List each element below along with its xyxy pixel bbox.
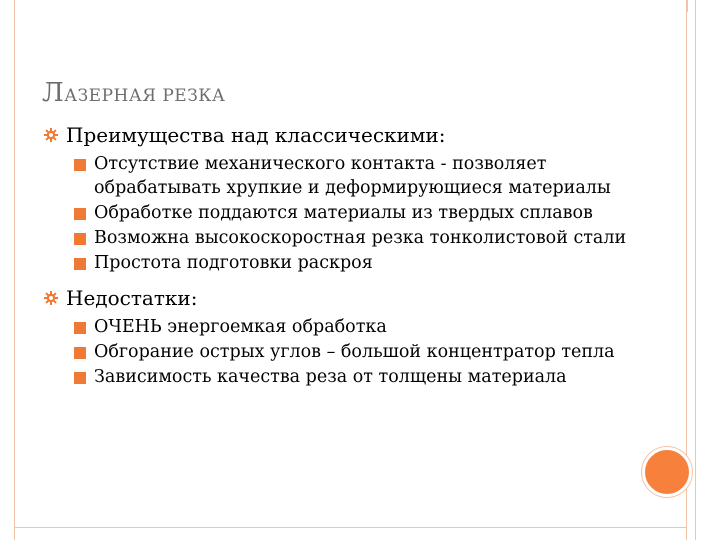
slide-title [42,78,225,108]
gear-bullet-icon [44,128,58,142]
list-item [94,251,634,275]
disadvantages-list [44,315,654,389]
slide-content [44,122,654,391]
square-bullet-icon [74,159,86,171]
title-rest: АЗЕРНАЯ РЕЗКА [64,86,226,106]
section-heading-text: Недостатки: [66,286,198,310]
list-item-text: Простота подготовки раскроя [94,253,373,273]
list-item-text: Отсутствие механического контакта - позволяет обрабатывать хрупкие и деформирующиеся материалы [94,154,611,198]
advantages-list [44,152,654,275]
list-item [94,315,634,339]
frame-left-line [14,0,15,540]
list-item [94,201,634,225]
section-heading-advantages [44,122,654,148]
list-item [94,340,634,364]
list-item-text: Обработке поддаются материалы из твердых сплавов [94,203,593,223]
decorative-circle [642,447,692,497]
square-bullet-icon [74,208,86,220]
list-item-text: Зависимость качества реза от толщены материала [94,367,567,387]
square-bullet-icon [74,347,86,359]
square-bullet-icon [74,233,86,245]
square-bullet-icon [74,258,86,270]
frame-top-bracket [14,0,688,12]
list-item-text: Обгорание острых углов – большой концентратор тепла [94,342,615,362]
list-item [94,365,634,389]
frame-bottom-line [14,527,687,528]
section-heading-text: Преимущества над классическими: [66,123,446,147]
list-item-text: ОЧЕНЬ энергоемкая обработка [94,317,387,337]
square-bullet-icon [74,372,86,384]
square-bullet-icon [74,322,86,334]
list-item-text: Возможна высокоскоростная резка тонколистовой стали [94,228,627,248]
gear-bullet-icon [44,291,58,305]
list-item [94,152,634,200]
list-item [94,226,634,250]
title-initial: Л [42,78,65,108]
section-heading-disadvantages [44,285,654,311]
